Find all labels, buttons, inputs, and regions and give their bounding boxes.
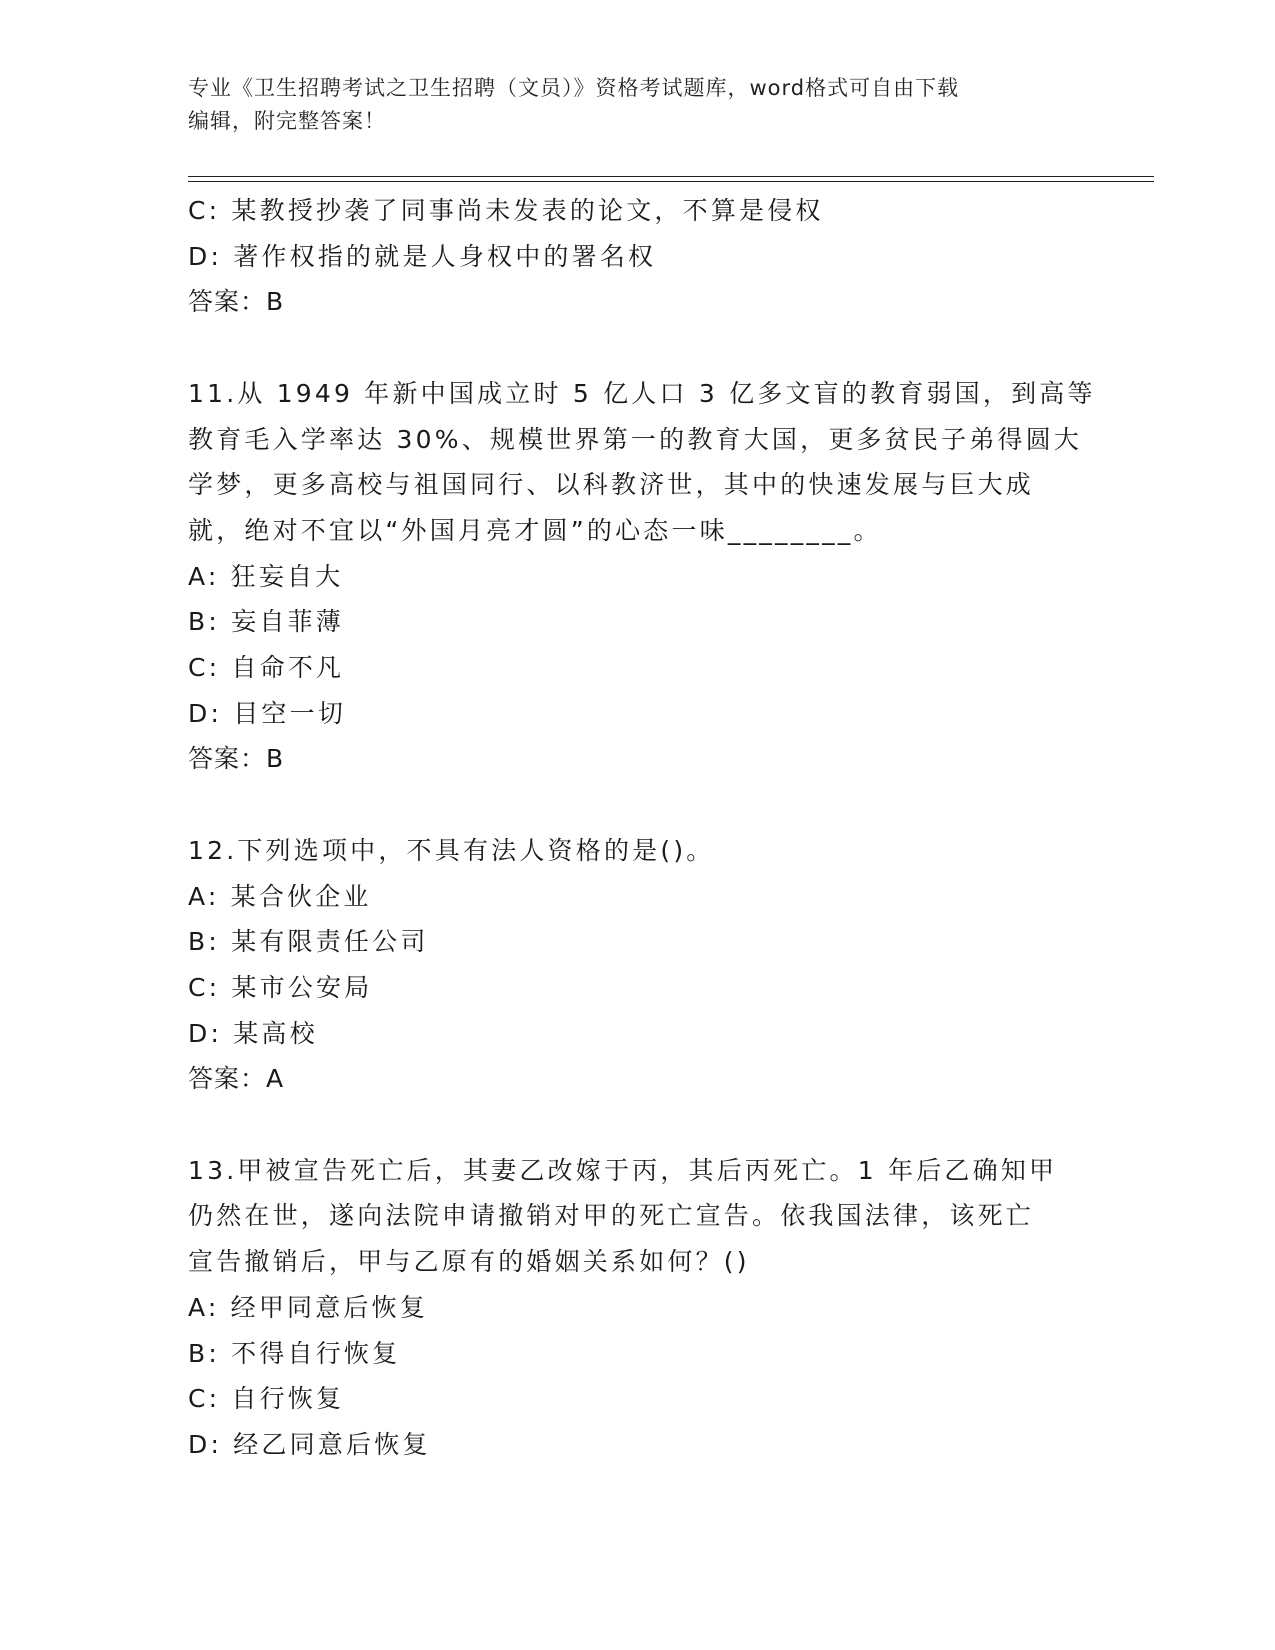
header-divider-top	[188, 176, 1154, 177]
question-12	[188, 828, 1088, 1102]
spacer	[188, 325, 1088, 371]
answer-line: 答案：A	[188, 1064, 285, 1094]
header-line-2: 编辑，附完整答案！	[188, 109, 386, 133]
question-stem-line: 12.下列选项中，不具有法人资格的是()。	[188, 835, 715, 865]
option-d: D: 目空一切	[188, 698, 347, 728]
option-a: A: 狂妄自大	[188, 561, 344, 591]
question-stem-line: 学梦，更多高校与祖国同行、以科教济世，其中的快速发展与巨大成	[188, 470, 1035, 500]
option-c: C: 某教授抄袭了同事尚未发表的论文，不算是侵权	[188, 196, 824, 225]
question-11	[188, 371, 1096, 782]
option-d: D: 经乙同意后恢复	[188, 1429, 431, 1459]
question-stem-line: 宣告撤销后，甲与乙原有的婚姻关系如何？()	[188, 1247, 750, 1277]
option-c: C: 自行恢复	[188, 1384, 345, 1414]
option-b: B: 不得自行恢复	[188, 1338, 401, 1368]
prev-question-options	[188, 188, 1088, 279]
question-stem-line: 仍然在世，遂向法院申请撤销对甲的死亡宣告。依我国法律，该死亡	[188, 1201, 1035, 1231]
option-c: C: 某市公安局	[188, 972, 373, 1002]
question-stem-line: 11.从 1949 年新中国成立时 5 亿人口 3 亿多文盲的教育弱国，到高等	[188, 378, 1096, 408]
option-b: B: 某有限责任公司	[188, 927, 429, 957]
question-stem-line: 13.甲被宣告死亡后，其妻乙改嫁于丙，其后丙死亡。1 年后乙确知甲	[188, 1155, 1058, 1185]
option-a: A: 某合伙企业	[188, 881, 372, 911]
option-c: C: 自命不凡	[188, 653, 345, 683]
header-line-1: 专业《卫生招聘考试之卫生招聘（文员）》资格考试题库，word格式可自由下载	[188, 76, 960, 100]
spacer	[188, 1102, 1088, 1148]
option-b: B: 妄自菲薄	[188, 607, 344, 637]
question-stem-line: 教育毛入学率达 30%、规模世界第一的教育大国，更多贫民子弟得圆大	[188, 424, 1083, 454]
header-divider-bottom	[188, 181, 1154, 182]
answer-line: 答案：B	[188, 287, 285, 317]
option-d: D: 某高校	[188, 1018, 318, 1048]
answer-line: 答案：B	[188, 744, 285, 774]
option-a: A: 经甲同意后恢复	[188, 1292, 429, 1322]
document-header	[188, 72, 1068, 138]
question-13	[188, 1148, 1088, 1468]
question-list	[188, 188, 1096, 1468]
option-d: D: 著作权指的就是人身权中的署名权	[188, 241, 657, 271]
question-stem-line: 就，绝对不宜以“外国月亮才圆”的心态一味________。	[188, 515, 882, 545]
spacer	[188, 782, 1088, 828]
